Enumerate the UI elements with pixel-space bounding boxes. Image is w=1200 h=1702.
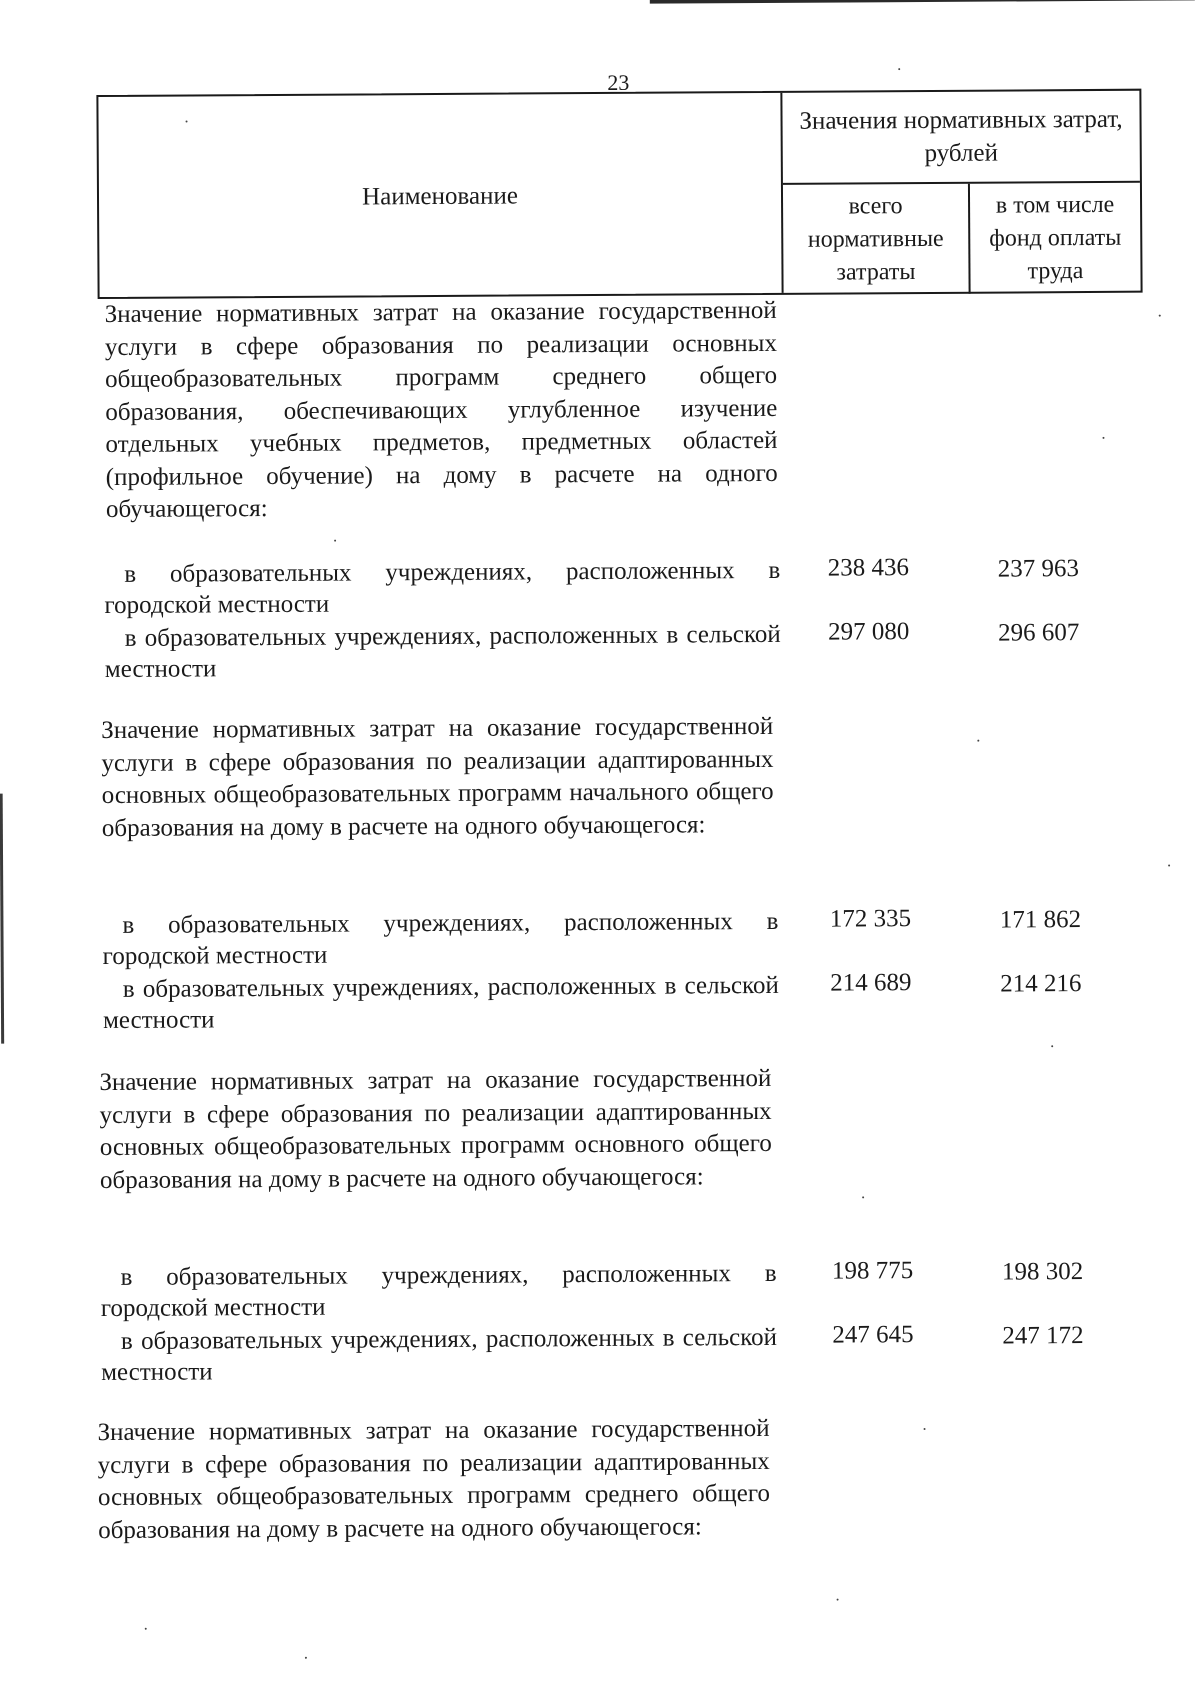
scan-speck [305,1657,307,1659]
value-wage: 296 607 [997,619,1080,647]
section-title: Значение нормативных затрат на оказание государственной услуги в сфере образования по реализации адаптированных основных общеобразовательных программ основного общего образования на дому в расчете на одного обучающегося: [99,1064,772,1194]
scan-speck [862,1196,864,1198]
header-wage-label: в том числе фонд оплаты труда [989,191,1122,284]
value-total: 214 689 [830,969,912,997]
header-values-label: Значения нормативных затрат, рублей [782,91,1140,185]
table-header [96,89,1142,299]
header-total-label: всего нормативные затраты [783,184,971,295]
value-total: 238 436 [827,554,909,582]
scan-edge-top [650,0,1195,4]
value-wage: 198 302 [1001,1258,1084,1286]
section-title: Значение нормативных затрат на оказание государственной услуги в сфере образования по реализации адаптированных основных общеобразовательных программ среднего общего образования на дому в расчете на одного обучающегося: [97,1414,771,1544]
row-label: в образовательных учреждениях, расположенных в городской местности [104,556,781,620]
scan-speck [1159,315,1161,317]
value-total: 297 080 [827,618,910,646]
value-total: 172 335 [829,905,912,933]
row-label: в образовательных учреждениях, расположенных в городской местности [102,907,779,971]
row-label: в образовательных учреждениях, расположенных в городской местности [100,1259,777,1323]
value-wage: 214 216 [1000,970,1082,998]
value-total: 198 775 [831,1257,914,1285]
scan-speck [334,540,336,542]
scan-speck [1168,865,1170,867]
scan-speck [1051,1045,1053,1047]
scan-speck [1102,437,1104,439]
scan-speck [977,740,979,742]
scan-speck [924,1428,926,1430]
section-title: Значение нормативных затрат на оказание государственной услуги в сфере образования по реализации адаптированных основных общеобразовательных программ начального общего образования на дому в расчете на одного обучающегося: [101,712,774,842]
section-title: Значение нормативных затрат на оказание государственной услуги в сфере образования по реализации основных общеобразовательных программ среднего общего образования, обеспечивающих углубленное изучение отдельных учебных предметов, предметных областей (профильное обучение) на дому в расчете на одного обучающегося: [104,296,778,524]
scan-speck [898,68,900,70]
scan-speck [837,1599,839,1601]
header-name-label: Наименование [362,182,518,211]
scan-edge-left [0,794,4,1044]
row-label: в образовательных учреждениях, расположенных в сельской местности [102,971,779,1035]
value-wage: 237 963 [997,555,1079,583]
row-label: в образовательных учреждениях, расположенных в сельской местности [101,1323,778,1387]
value-wage: 247 172 [1002,1322,1084,1350]
scan-speck [145,1628,147,1630]
header-name-cell [98,93,783,297]
value-total: 247 645 [832,1321,914,1349]
value-wage: 171 862 [999,906,1082,934]
row-label: в образовательных учреждениях, расположенных в сельской местности [104,620,781,684]
page-number: 23 [607,69,630,95]
